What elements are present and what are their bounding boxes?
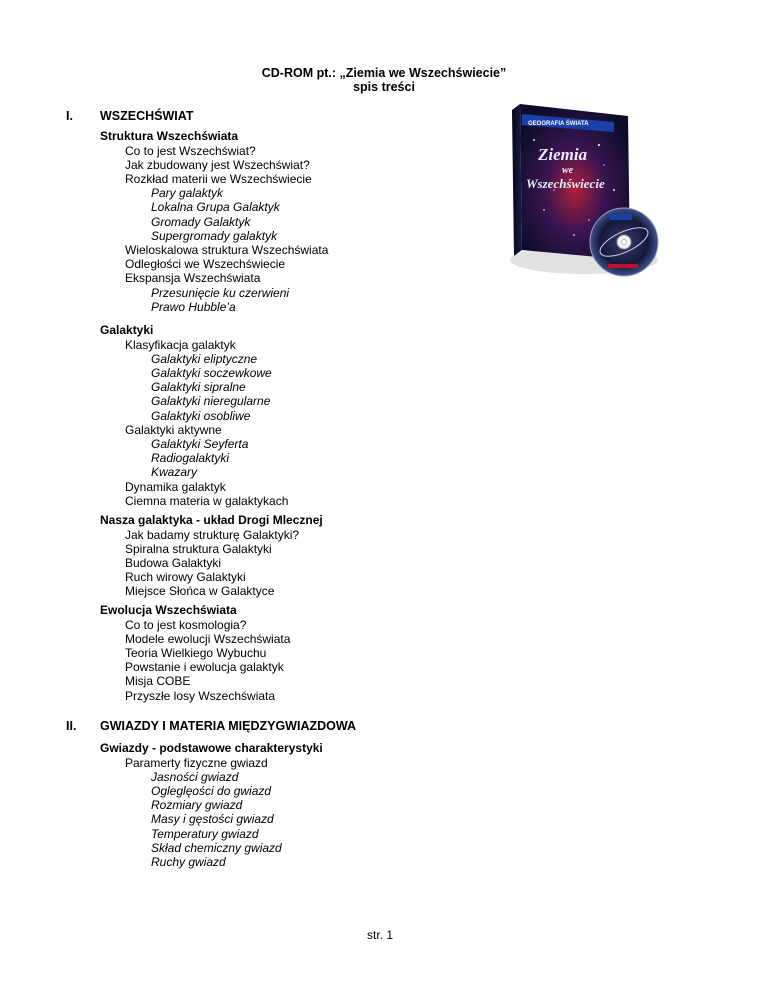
cover-publisher: GEOGRAFIA ŚWIATA (528, 121, 589, 127)
toc-subentry: Kwazary (151, 465, 198, 480)
toc-entry: Klasyfikacja galaktyk (125, 337, 236, 352)
toc-entry: Ekspansja Wszechświata (125, 271, 261, 286)
toc-entry: Budowa Galaktyki (125, 555, 222, 570)
toc-entry: Teoria Wielkiego Wybuchu (125, 645, 267, 660)
section-title: GWIAZDY I MATERIA MIĘDZYGWIAZDOWA (100, 719, 356, 733)
toc-entry: Co to jest kosmologia? (125, 617, 247, 632)
section-number: I. (66, 109, 73, 123)
toc-subentry: Temperatury gwiazd (151, 826, 259, 841)
toc-entry: Miejsce Słońca w Galaktyce (125, 584, 275, 599)
toc-entry: Paramerty fizyczne gwiazd (125, 755, 268, 770)
toc-subentry: Prawo Hubble’a (151, 299, 236, 314)
toc-entry: Ruch wirowy Galaktyki (125, 570, 246, 585)
toc-entry: Wieloskalowa struktura Wszechświata (125, 242, 329, 257)
toc-entry: Modele ewolucji Wszechświata (125, 631, 291, 646)
group-title: Galaktyki (100, 323, 154, 337)
group-title: Struktura Wszechświata (100, 129, 239, 143)
cover-title-3: Wszechświecie (526, 176, 605, 191)
section-number: II. (66, 719, 77, 733)
toc-subentry: Ogleglęości do gwiazd (151, 783, 272, 798)
toc-entry: Jak badamy strukturę Galaktyki? (125, 527, 300, 542)
toc-entry: Misja COBE (125, 674, 191, 689)
group-title: Gwiazdy - podstawowe charakterystyki (100, 741, 323, 755)
document-title: CD-ROM pt.: „Ziemia we Wszechświecie” (261, 66, 507, 80)
toc-subentry: Masy i gęstości gwiazd (151, 812, 274, 827)
toc-entry: Rozkład materii we Wszechświecie (125, 171, 312, 186)
toc-subentry: Przesunięcie ku czerwieni (151, 285, 290, 300)
toc-entry: Galaktyki aktywne (125, 422, 222, 437)
cover-title-2: we (562, 165, 574, 176)
section-title: WSZECHŚWIAT (100, 109, 194, 123)
toc-subentry: Galaktyki sipralne (151, 380, 246, 395)
toc-entry: Co to jest Wszechświat? (125, 143, 256, 158)
toc-entry: Przyszłe losy Wszechświata (125, 688, 276, 703)
toc-subentry: Ruchy gwiazd (151, 854, 226, 869)
toc-entry: Odległości we Wszechświecie (125, 257, 286, 272)
toc-entry: Powstanie i ewolucja galaktyk (125, 660, 284, 675)
toc-subentry: Pary galaktyk (151, 186, 224, 201)
toc-subentry: Radiogalaktyki (151, 451, 230, 466)
toc-entry: Spiralna struktura Galaktyki (125, 541, 272, 556)
toc-subentry: Galaktyki nieregularne (151, 394, 271, 409)
toc-subentry: Galaktyki osobliwe (151, 408, 251, 423)
toc-subentry: Galaktyki soczewkowe (151, 365, 272, 380)
toc-subentry: Galaktyki eliptyczne (151, 351, 258, 366)
group-title: Ewolucja Wszechświata (100, 603, 237, 617)
cover-title-1: Ziemia (538, 145, 588, 164)
document-subtitle: spis treści (353, 80, 415, 94)
toc-subentry: Lokalna Grupa Galaktyk (151, 200, 280, 215)
toc-subentry: Gromady Galaktyk (151, 214, 251, 229)
toc-entry: Dynamika galaktyk (125, 479, 226, 494)
toc-subentry: Skład chemiczny gwiazd (151, 840, 282, 855)
group-title: Nasza galaktyka - układ Drogi Mlecznej (100, 513, 323, 527)
toc-entry: Jak zbudowany jest Wszechświat? (125, 157, 310, 172)
toc-subentry: Jasności gwiazd (151, 769, 239, 784)
cdrom-cover-image (504, 100, 666, 282)
toc-subentry: Galaktyki Seyferta (151, 436, 249, 451)
toc-entry: Ciemna materia w galaktykach (125, 493, 289, 508)
page-number: str. 1 (367, 928, 394, 942)
toc-subentry: Rozmiary gwiazd (151, 798, 243, 813)
toc-subentry: Supergromady galaktyk (151, 228, 278, 243)
